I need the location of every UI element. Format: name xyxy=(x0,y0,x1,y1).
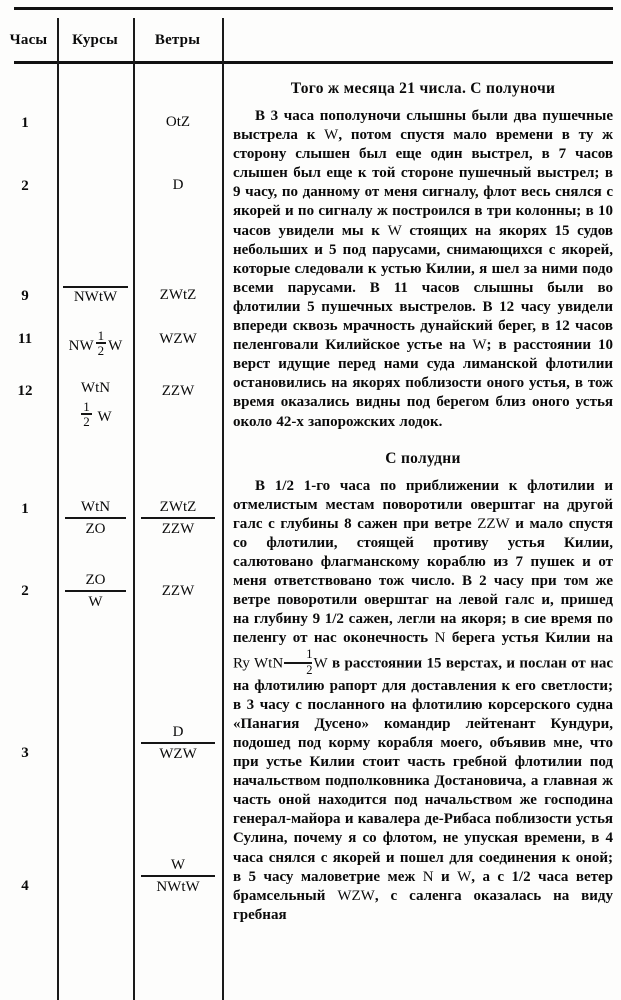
wind-value: OtZ xyxy=(165,114,191,130)
bearing-w: W xyxy=(387,222,402,239)
stack-divider xyxy=(141,875,215,877)
column-rule-winds xyxy=(222,18,224,1000)
table-row: 4 xyxy=(21,878,29,894)
wind-value xyxy=(135,857,221,896)
wind-value: ZWtZ xyxy=(159,287,197,303)
course-text-suffix: W xyxy=(93,408,112,425)
bearing-w: W xyxy=(457,868,472,885)
section-gap xyxy=(233,432,613,450)
course-value xyxy=(59,380,132,397)
table-row: 9 xyxy=(21,288,29,304)
wind-stack: W NWtW xyxy=(135,857,221,896)
afternoon-entry-text: В 1/2 1-го часа по приближении к флотилии и отмелистым местам поворотили оверштаг на другой галс с глубины 8 сажен при ветре ZZW и мало спустя со флотилии, стоящей противу устья Килии, салютовано флагманскому кораблю из 7 пушек и от меня ответствовано тож число. В 2 часу при том же ветре поворотили оверштаг на левой галс и, пришед на глубину 9 1/2 сажен, легли на якоря; в сие время по пеленгу от нас оконечность N берега устья Килии на Ry WtN $\frac{1}{2}$ W в расстоянии 15 верстах, и послан от нас на флотилию рапорт для доставления к его светлости; в 3 часу с посланного на флотилию корсерского судна «Панагия Дусено» командир лейтенант Кундури, подошед под корму корабля моего, объявив мне, что при устье Килии стоит часть гребной флотилии под начальством подполковника Достановича, а главная ж часть оной находится под начальством же господина генерал-майора и кавалера де-Рибаса поблизости устья Сулина, почему я со флотом, не упуская времени, в 4 часа снялся с якорей и пошел для соединения к оной; в 5 часу маловетрие меж N и W, а с 1/2 часа ветер брамсельный WZW, с саленга оказалась на виду гребная xyxy=(233,477,614,923)
table-row: 1 xyxy=(21,115,29,131)
wind-stack: ZWtZ ZZW xyxy=(135,499,221,538)
table-row: 1 xyxy=(21,501,29,517)
midnight-entry-text: В 3 часа пополуночи слышны были два пушечные выстрела к W, потом спустя мало времени в ту ж сторону слышен был еще один выстрел, в 7 часов слышен был еще к той стороне пушечный выстрел; в 9 часу, по данному от меня сигналу, флот весь снялся с якорей и по сигналу ж построился в три колонны; в 10 часов увидели мы к W стоящих на якорях 15 судов небольших и 5 под парусами, снимающихся с якорей, которые следовали к устью Килии, я шел за ними подо всеми парусами. В 11 часов слышны были во флотилии 5 пушечных выстрелов. В 12 часу увидели впереди сквозь мрачность дунайский берег, в 12 часов пеленговали Килийское устье на W; в расстоянии 10 верст идущие перед нами суда лиманской флотилии остановились на якорях поблизости оного устья, в тож время оказались видны под берегом близ оного устья около 42-х запорожских лодок. xyxy=(233,108,613,430)
table-header-rule xyxy=(14,61,613,64)
course-text-prefix: WtN xyxy=(80,380,111,396)
course-value xyxy=(59,286,132,306)
stack-divider xyxy=(65,590,126,592)
table-row: 3 xyxy=(21,745,29,761)
table-row: 2 xyxy=(21,583,29,599)
wind-value xyxy=(135,724,221,763)
one-half-fraction: $\frac{1}{2}$ xyxy=(284,648,312,676)
course-text-suffix: W xyxy=(108,337,123,354)
course-text: NWtW xyxy=(63,286,128,306)
course-stack: WtN ZO xyxy=(59,499,132,538)
midnight-section-title: Того ж месяца 21 числа. С полуночи xyxy=(290,80,556,97)
wind-stack: D WZW xyxy=(135,724,221,763)
bearing-w: W xyxy=(324,127,339,144)
table-top-rule xyxy=(14,7,613,10)
bearing-suffix: W xyxy=(313,655,328,672)
wind-value: ZZW xyxy=(161,383,195,399)
table-row: 2 xyxy=(21,178,29,194)
one-half-fraction: $\frac{1}{2}$ xyxy=(83,399,90,430)
course-value xyxy=(59,499,132,538)
course-value-continued xyxy=(59,400,132,429)
wind-value: WZW xyxy=(159,331,197,347)
table-row: 11 xyxy=(17,331,33,347)
column-header-hours: Часы xyxy=(9,32,48,48)
stack-divider xyxy=(141,517,215,519)
bearing-wzw: WZW xyxy=(337,887,375,904)
stack-divider xyxy=(141,742,215,744)
bearing-n: N xyxy=(422,868,434,885)
column-header-courses: Курсы xyxy=(72,32,118,48)
course-stack: ZO W xyxy=(59,572,132,611)
course-text-prefix: NW xyxy=(68,337,94,354)
log-narrative-column xyxy=(233,80,613,925)
stack-divider xyxy=(65,517,126,519)
wind-value: D xyxy=(172,177,184,193)
bearing-prefix: Ry WtN xyxy=(233,655,284,672)
column-header-winds: Ветры xyxy=(154,32,201,48)
course-value xyxy=(59,329,132,358)
bearing-zzw: ZZW xyxy=(477,515,510,532)
afternoon-section-title: С полудни xyxy=(385,449,461,467)
bearing-w: W xyxy=(472,337,487,354)
one-half-fraction: $\frac{1}{2}$ xyxy=(97,328,105,359)
bearing-n: N xyxy=(434,630,446,647)
wind-value: ZZW xyxy=(161,583,195,599)
course-value xyxy=(59,572,132,611)
wind-value xyxy=(135,499,221,538)
table-row: 12 xyxy=(17,383,33,399)
